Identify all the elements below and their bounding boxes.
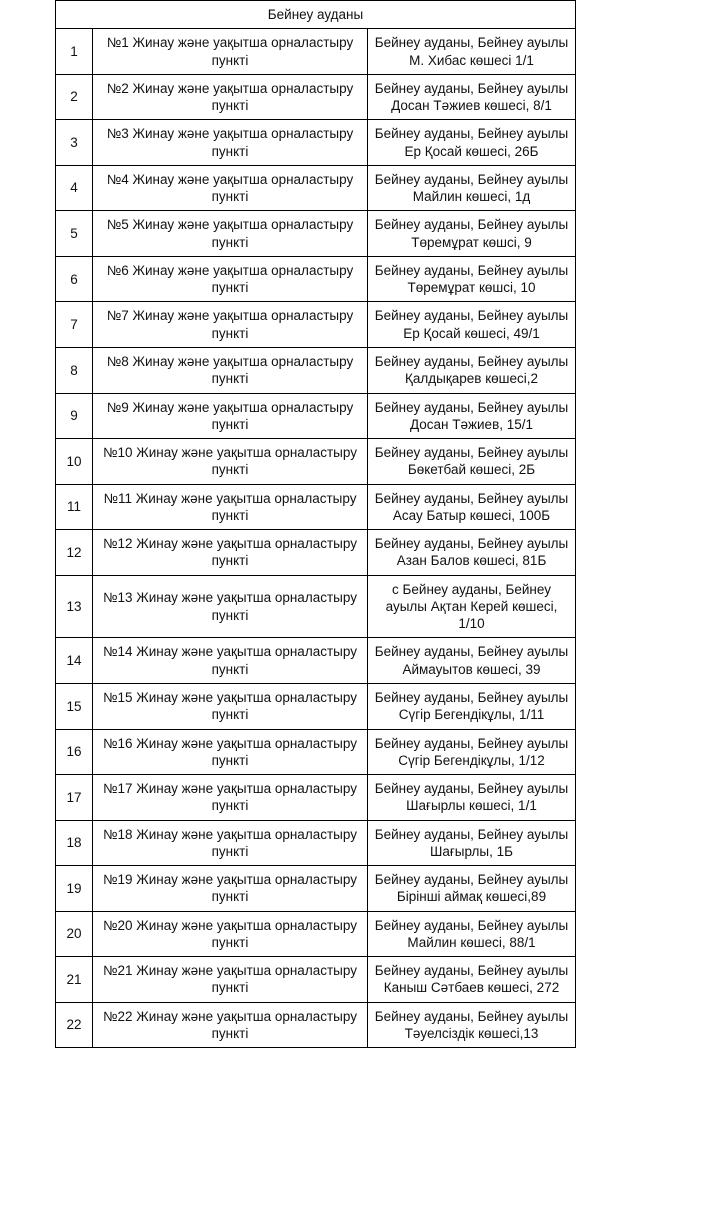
row-number: 2 — [56, 74, 93, 120]
table-row — [56, 1002, 576, 1048]
row-number: 11 — [56, 484, 93, 530]
table-row — [56, 530, 576, 576]
point-name: №8 Жинау және уақытша орналастыру пункті — [93, 347, 368, 393]
point-name: №9 Жинау және уақытша орналастыру пункті — [93, 393, 368, 439]
row-number: 6 — [56, 256, 93, 302]
point-name: №21 Жинау және уақытша орналастыру пункті — [93, 957, 368, 1003]
row-number: 13 — [56, 575, 93, 638]
point-name: №13 Жинау және уақытша орналастыру пункті — [93, 575, 368, 638]
table-row — [56, 484, 576, 530]
point-name: №19 Жинау және уақытша орналастыру пункті — [93, 866, 368, 912]
table-section-title-row — [56, 1, 576, 29]
row-number: 20 — [56, 911, 93, 957]
point-address: Бейнеу ауданы, Бейнеу ауылы Сүгір Бегендікұлы, 1/12 — [368, 729, 576, 775]
table-row — [56, 439, 576, 485]
table-row — [56, 347, 576, 393]
point-name: №3 Жинау және уақытша орналастыру пункті — [93, 120, 368, 166]
row-number: 15 — [56, 683, 93, 729]
point-address: Бейнеу ауданы, Бейнеу ауылы Ер Қосай көшесі, 49/1 — [368, 302, 576, 348]
point-name: №14 Жинау және уақытша орналастыру пункті — [93, 638, 368, 684]
table-row — [56, 74, 576, 120]
point-name: №7 Жинау және уақытша орналастыру пункті — [93, 302, 368, 348]
point-address: Бейнеу ауданы, Бейнеу ауылы М. Хибас көшесі 1/1 — [368, 29, 576, 75]
point-name: №15 Жинау және уақытша орналастыру пункті — [93, 683, 368, 729]
point-name: №2 Жинау және уақытша орналастыру пункті — [93, 74, 368, 120]
point-address: Бейнеу ауданы, Бейнеу ауылы Ер Қосай көшесі, 26Б — [368, 120, 576, 166]
table-row — [56, 29, 576, 75]
point-name: №4 Жинау және уақытша орналастыру пункті — [93, 165, 368, 211]
table-row — [56, 820, 576, 866]
row-number: 21 — [56, 957, 93, 1003]
point-address: Бейнеу ауданы, Бейнеу ауылы Досан Тәжиев көшесі, 8/1 — [368, 74, 576, 120]
point-address: Бейнеу ауданы, Бейнеу ауылы Шағырлы, 1Б — [368, 820, 576, 866]
row-number: 10 — [56, 439, 93, 485]
table-row — [56, 256, 576, 302]
table-row — [56, 575, 576, 638]
point-address: Бейнеу ауданы, Бейнеу ауылы Досан Тәжиев, 15/1 — [368, 393, 576, 439]
point-address: Бейнеу ауданы, Бейнеу ауылы Қалдықарев көшесі,2 — [368, 347, 576, 393]
point-address: Бейнеу ауданы, Бейнеу ауылы Бірінші аймақ көшесі,89 — [368, 866, 576, 912]
row-number: 3 — [56, 120, 93, 166]
table-row — [56, 911, 576, 957]
point-address: Бейнеу ауданы, Бейнеу ауылы Шағырлы көшесі, 1/1 — [368, 775, 576, 821]
table-row — [56, 638, 576, 684]
table-row — [56, 211, 576, 257]
table-row — [56, 120, 576, 166]
row-number: 19 — [56, 866, 93, 912]
point-name: №17 Жинау және уақытша орналастыру пункті — [93, 775, 368, 821]
point-name: №22 Жинау және уақытша орналастыру пункті — [93, 1002, 368, 1048]
point-address: Бейнеу ауданы, Бейнеу ауылы Сүгір Бегендікұлы, 1/11 — [368, 683, 576, 729]
row-number: 17 — [56, 775, 93, 821]
row-number: 1 — [56, 29, 93, 75]
table-row — [56, 729, 576, 775]
point-address: Бейнеу ауданы, Бейнеу ауылы Каныш Сәтбаев көшесі, 272 — [368, 957, 576, 1003]
point-name: №6 Жинау және уақытша орналастыру пункті — [93, 256, 368, 302]
point-name: №18 Жинау және уақытша орналастыру пункті — [93, 820, 368, 866]
row-number: 12 — [56, 530, 93, 576]
table-row — [56, 302, 576, 348]
point-address: Бейнеу ауданы, Бейнеу ауылы Майлин көшесі, 88/1 — [368, 911, 576, 957]
page-bottom-cut — [0, 1048, 714, 1062]
row-number: 14 — [56, 638, 93, 684]
point-address: Бейнеу ауданы, Бейнеу ауылы Майлин көшесі, 1д — [368, 165, 576, 211]
point-address: Бейнеу ауданы, Бейнеу ауылы Бөкетбай көшесі, 2Б — [368, 439, 576, 485]
table-row — [56, 165, 576, 211]
table-row — [56, 393, 576, 439]
row-number: 7 — [56, 302, 93, 348]
section-title: Бейнеу ауданы — [56, 1, 576, 29]
table-body — [56, 29, 576, 1048]
point-address: Бейнеу ауданы, Бейнеу ауылы Асау Батыр көшесі, 100Б — [368, 484, 576, 530]
point-name: №16 Жинау және уақытша орналастыру пункті — [93, 729, 368, 775]
point-name: №5 Жинау және уақытша орналастыру пункті — [93, 211, 368, 257]
point-name: №11 Жинау және уақытша орналастыру пункті — [93, 484, 368, 530]
row-number: 16 — [56, 729, 93, 775]
point-address: Бейнеу ауданы, Бейнеу ауылы Аймауытов көшесі, 39 — [368, 638, 576, 684]
point-name: №10 Жинау және уақытша орналастыру пункті — [93, 439, 368, 485]
point-name: №1 Жинау және уақытша орналастыру пункті — [93, 29, 368, 75]
table-row — [56, 775, 576, 821]
row-number: 18 — [56, 820, 93, 866]
collection-points-table — [55, 0, 576, 1048]
row-number: 4 — [56, 165, 93, 211]
point-address: Бейнеу ауданы, Бейнеу ауылы Төремұрат көшсі, 10 — [368, 256, 576, 302]
table-row — [56, 866, 576, 912]
point-name: №12 Жинау және уақытша орналастыру пункті — [93, 530, 368, 576]
row-number: 8 — [56, 347, 93, 393]
point-address: с Бейнеу ауданы, Бейнеу ауылы Ақтан Керей көшесі, 1/10 — [368, 575, 576, 638]
table-row — [56, 957, 576, 1003]
point-address: Бейнеу ауданы, Бейнеу ауылы Тәуелсіздік көшесі,13 — [368, 1002, 576, 1048]
point-address: Бейнеу ауданы, Бейнеу ауылы Төремұрат көшсі, 9 — [368, 211, 576, 257]
table-header — [56, 1, 576, 29]
row-number: 9 — [56, 393, 93, 439]
row-number: 22 — [56, 1002, 93, 1048]
row-number: 5 — [56, 211, 93, 257]
table-row — [56, 683, 576, 729]
point-name: №20 Жинау және уақытша орналастыру пункті — [93, 911, 368, 957]
point-address: Бейнеу ауданы, Бейнеу ауылы Азан Балов көшесі, 81Б — [368, 530, 576, 576]
